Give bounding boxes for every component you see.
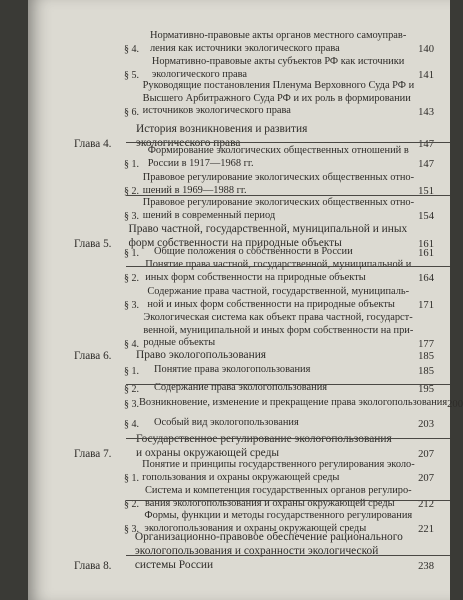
- section-number: § 4.: [124, 418, 139, 430]
- section-number: § 3.: [124, 300, 139, 312]
- title-line: ления как источники экологического права: [150, 42, 340, 54]
- page-number: 207: [418, 473, 434, 485]
- page-number: 147: [418, 139, 434, 150]
- title-line: экологопользования и охраны окружающей среды: [144, 522, 367, 534]
- toc-section-entry: [124, 417, 434, 430]
- title-line: источников экологического права: [142, 105, 291, 117]
- section-title: [143, 80, 414, 118]
- section-title: [154, 417, 402, 430]
- toc-section-entry: [124, 364, 434, 377]
- section-number: § 1.: [124, 365, 139, 377]
- title-line: Понятие права экологопользования: [154, 364, 311, 375]
- section-title: [145, 259, 411, 284]
- page-number: 171: [418, 300, 434, 312]
- title-line: Понятие права частной, государственной, муниципальной и: [145, 259, 412, 270]
- section-divider: [126, 266, 450, 267]
- toc-section-entry: [124, 397, 463, 410]
- toc-section-entry: [124, 197, 434, 222]
- section-divider: [126, 500, 450, 501]
- toc-chapter-entry: [74, 348, 434, 362]
- page-number: 221: [418, 524, 434, 536]
- page-number: 200: [447, 398, 463, 410]
- page-number: 207: [418, 449, 434, 460]
- title-line: Формирование экологических общественных отношений в: [147, 145, 409, 156]
- page-number: 195: [418, 383, 434, 395]
- section-title: [143, 312, 413, 350]
- toc-section-entry: [124, 80, 434, 118]
- section-title: [154, 246, 402, 259]
- section-title: [145, 485, 412, 510]
- toc-section-entry: [124, 246, 434, 259]
- title-line: Нормативно-правовые акты субъектов РФ как источники: [151, 56, 405, 67]
- section-number: § 4.: [124, 44, 139, 56]
- title-line: Общие положения о собственности в России: [154, 246, 353, 257]
- section-title: [152, 56, 405, 81]
- toc-section-entry: [124, 56, 434, 81]
- page-number: 185: [418, 351, 434, 362]
- title-line: вания экологопользования и охраны окружающей среды: [145, 497, 395, 509]
- section-number: § 2.: [124, 273, 139, 285]
- title-line: Понятие и принципы государственного регулирования эколо-: [142, 459, 415, 470]
- title-line: экологического права: [136, 137, 241, 149]
- section-divider: [126, 195, 450, 196]
- section-divider: [126, 438, 450, 439]
- page-number: 164: [418, 273, 434, 285]
- title-line: Система и компетенция государственных органов регулиро-: [145, 485, 412, 496]
- section-number: § 2.: [124, 186, 139, 198]
- title-line: системы России: [134, 559, 214, 571]
- title-line: гопользования и охраны окружающей среды: [142, 471, 340, 483]
- section-number: § 3.: [124, 398, 139, 410]
- section-divider: [126, 555, 450, 556]
- title-line: экологического права: [151, 68, 248, 80]
- toc-section-entry: [124, 485, 434, 510]
- section-number: § 1.: [124, 159, 139, 171]
- section-number: § 5.: [124, 70, 139, 82]
- title-line: Организационно-правовое обеспечение рационального: [134, 531, 403, 543]
- toc-chapter-entry: [74, 432, 434, 460]
- section-number: § 6.: [124, 106, 139, 118]
- title-line: шений в современный период: [142, 209, 276, 221]
- page-number: 154: [418, 211, 434, 223]
- title-line: Возникновение, изменение и прекращение права экологопользования: [139, 397, 448, 408]
- title-line: родные объекты: [143, 337, 216, 349]
- title-line: Экологическая система как объект права частной, государст-: [143, 312, 413, 323]
- title-line: Руководящие постановления Пленума Верховного Суда РФ и: [142, 80, 415, 91]
- section-title: [150, 30, 406, 55]
- title-line: Содержание права экологопользования: [154, 382, 328, 393]
- toc-section-entry: [124, 145, 434, 170]
- toc-section-entry: [124, 286, 434, 311]
- section-title: [148, 145, 409, 170]
- section-title: [139, 397, 447, 410]
- section-divider: [126, 142, 450, 143]
- title-line: Содержание права частной, государственной, муниципаль-: [147, 286, 410, 297]
- title-line: Государственное регулирование экологопользования: [136, 433, 392, 445]
- chapter-label: Глава 4.: [74, 138, 112, 150]
- toc-section-entry: [124, 30, 434, 55]
- page-number: 140: [418, 44, 434, 56]
- toc-section-entry: [124, 312, 434, 350]
- toc-section-entry: [124, 459, 434, 484]
- title-line: Правовое регулирование экологических общественных отно-: [142, 197, 415, 208]
- chapter-label: Глава 8.: [74, 560, 112, 572]
- section-title: [154, 364, 402, 377]
- chapter-title: [136, 432, 402, 460]
- chapter-label: Глава 6.: [74, 350, 112, 362]
- title-line: венной, муниципальной и иных форм собственности на при-: [143, 324, 414, 336]
- title-line: Высшего Арбитражного Суда РФ и их роль в формировании: [142, 92, 411, 104]
- section-number: § 1.: [124, 473, 139, 485]
- title-line: иных форм собственности на природные объекты: [145, 271, 366, 283]
- section-title: [142, 459, 415, 484]
- title-line: шений в 1969—1988 гг.: [142, 184, 247, 196]
- page-number: 143: [418, 106, 434, 118]
- page-number: 151: [418, 186, 434, 198]
- title-line: Формы, функции и методы государственного регулирования: [144, 510, 413, 521]
- page-number: 161: [418, 247, 434, 259]
- title-line: экологопользования и сохранности экологической: [134, 545, 379, 557]
- page-number: 161: [418, 239, 434, 250]
- section-divider: [126, 384, 450, 385]
- title-line: Право экологопользования: [136, 349, 267, 361]
- title-line: История возникновения и развития: [136, 123, 308, 135]
- title-line: форм собственности на природные объекты: [128, 237, 342, 249]
- title-line: Особый вид экологопользования: [154, 417, 299, 428]
- page-number: 238: [418, 561, 434, 572]
- chapter-title: [136, 348, 402, 362]
- title-line: России в 1917—1968 гг.: [147, 157, 254, 169]
- section-number: § 1.: [124, 247, 139, 259]
- section-number: § 3.: [124, 524, 139, 536]
- section-title: [143, 197, 414, 222]
- section-title: [147, 286, 409, 311]
- page-number: 141: [418, 70, 434, 82]
- page-number: 203: [418, 418, 434, 430]
- page-number: 212: [418, 499, 434, 511]
- page-number: 185: [418, 365, 434, 377]
- book-page: [28, 0, 463, 600]
- title-line: ной и иных форм собственности на природные объекты: [147, 298, 395, 310]
- section-number: § 2.: [124, 499, 139, 511]
- toc-chapter-entry: [74, 530, 434, 572]
- table-of-contents: [28, 0, 463, 600]
- page-number: 147: [418, 159, 434, 171]
- toc-section-entry: [124, 259, 434, 284]
- toc-section-entry: [124, 172, 434, 197]
- chapter-label: Глава 5.: [74, 238, 112, 250]
- title-line: Нормативно-правовые акты органов местного самоуправ-: [150, 30, 407, 41]
- section-number: § 3.: [124, 211, 139, 223]
- title-line: Правовое регулирование экологических общественных отно-: [142, 172, 415, 183]
- section-title: [143, 172, 414, 197]
- section-number: § 2.: [124, 383, 139, 395]
- title-line: и охраны окружающей среды: [136, 447, 280, 459]
- page-number: 177: [418, 338, 434, 350]
- section-number: § 4.: [124, 338, 139, 350]
- chapter-label: Глава 7.: [74, 448, 112, 460]
- title-line: Право частной, государственной, муниципальной и иных: [128, 223, 408, 235]
- chapter-title: [135, 530, 403, 572]
